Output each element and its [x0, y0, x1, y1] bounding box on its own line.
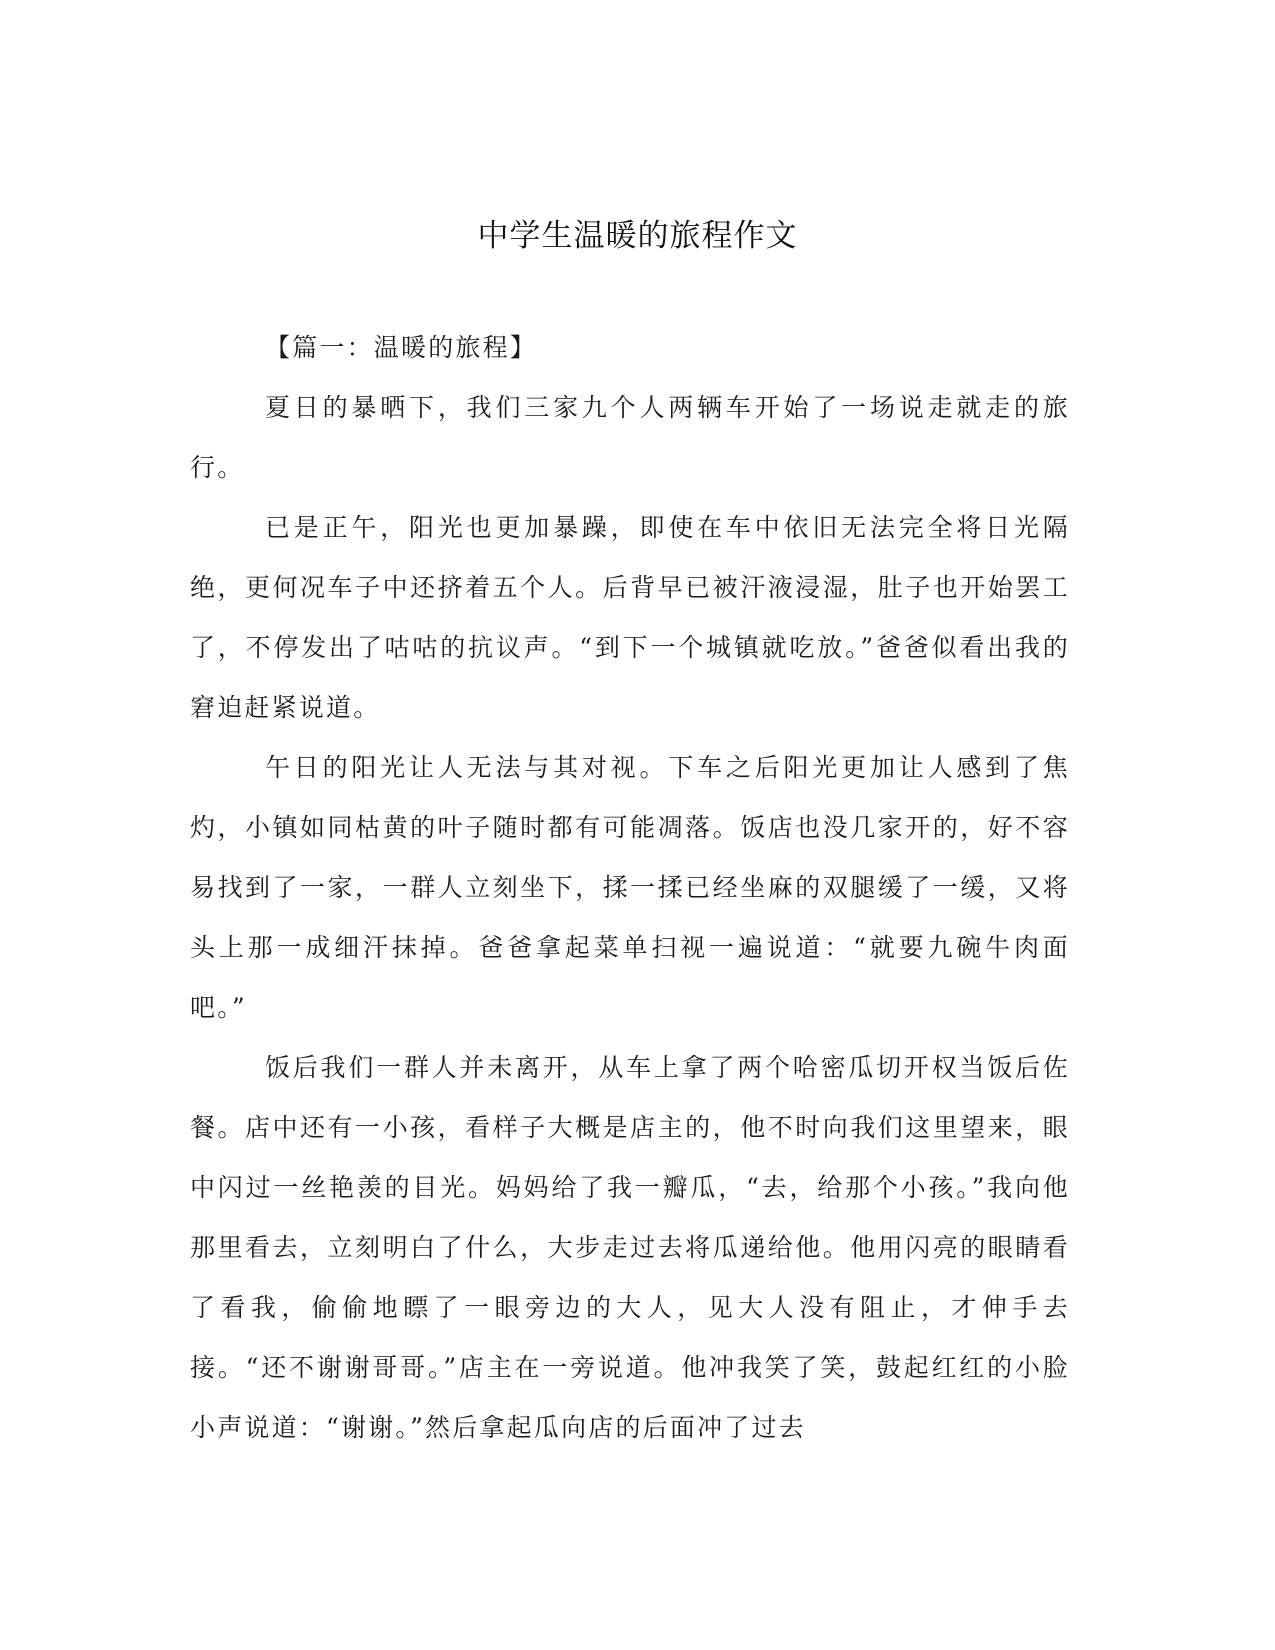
paragraph-3: 午日的阳光让人无法与其对视。下车之后阳光更加让人感到了焦灼，小镇如同枯黄的叶子随时都有可能凋落。饭店也没几家开的，好不容易找到了一家，一群人立刻坐下，揉一揉已经坐麻的双腿缓了一缓，又将头上那一成细汗抹掉。爸爸拿起菜单扫视一遍说道：“就要九碗牛肉面吧。” — [190, 753, 1070, 1022]
section-heading: 【篇一：温暖的旅程】 — [265, 333, 538, 362]
paragraph-4: 饭后我们一群人并未离开，从车上拿了两个哈密瓜切开权当饭后佐餐。店中还有一小孩，看样子大概是店主的，他不时向我们这里望来，眼中闪过一丝艳羡的目光。妈妈给了我一瓣瓜，“去，给那个小孩。”我向他那里看去，立刻明白了什么，大步走过去将瓜递给他。他用闪亮的眼睛看了看我，偷偷地瞟了一眼旁边的大人，见大人没有阻止，才伸手去接。“还不谢谢哥哥。”店主在一旁说道。他冲我笑了笑，鼓起红红的小脸小声说道：“谢谢。”然后拿起瓜向店的后面冲了过去 — [190, 1053, 1070, 1442]
paragraph-2: 已是正午，阳光也更加暴躁，即使在车中依旧无法完全将日光隔绝，更何况车子中还挤着五个人。后背早已被汗液浸湿，肚子也开始罢工了，不停发出了咕咕的抗议声。“到下一个城镇就吃放。”爸爸似看出我的窘迫赶紧说道。 — [190, 513, 1070, 722]
document-title: 中学生温暖的旅程作文 — [477, 218, 798, 254]
paragraph-1: 夏日的暴晒下，我们三家九个人两辆车开始了一场说走就走的旅行。 — [190, 393, 1070, 482]
document-body — [190, 318, 1070, 1458]
